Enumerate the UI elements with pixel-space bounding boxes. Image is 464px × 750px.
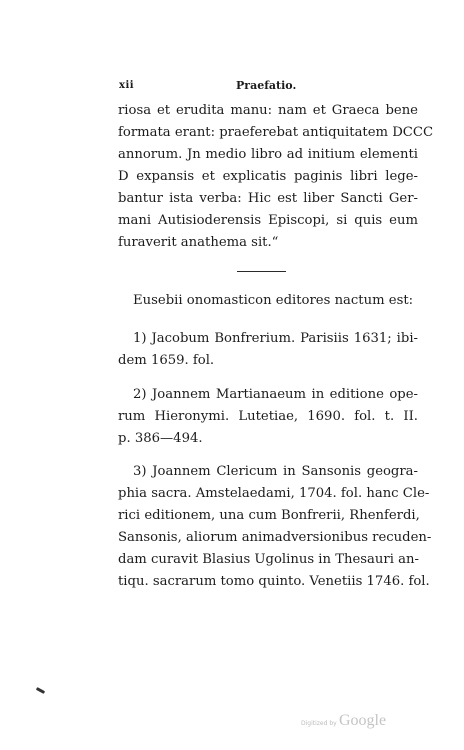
intro-paragraph — [118, 290, 418, 312]
text-line: 2) Joannem Martianaeum in editione ope- — [133, 387, 418, 402]
google-watermark: Google — [339, 712, 387, 729]
entry-1 — [118, 328, 418, 372]
section-divider — [237, 271, 286, 272]
text-line: 3) Joannem Clericum in Sansonis geogra- — [133, 464, 418, 479]
text-line: formata erant: praeferebat antiquitatem DCCC — [118, 125, 434, 140]
text-line: D expansis et explicatis paginis libri lege- — [118, 169, 418, 184]
text-line: dam curavit Blasius Ugolinus in Thesauri an- — [118, 552, 419, 567]
text-line: rici editionem, una cum Bonfrerii, Rhenferdi, — [118, 508, 420, 523]
text-line: p. 386—494. — [118, 431, 203, 446]
quote-paragraph — [118, 100, 434, 254]
text-line: annorum. Jn medio libro ad initium elementi — [118, 147, 418, 162]
digitized-by-label: Digitized by — [301, 720, 337, 727]
intro-line: Eusebii onomasticon editores nactum est: — [133, 293, 414, 308]
text-line: tiqu. sacrarum tomo quinto. Venetiis 1746. fol. — [118, 574, 430, 589]
entry-3 — [118, 461, 432, 593]
text-line: furaverit anathema sit.“ — [118, 235, 279, 250]
text-line: Sansonis, aliorum animadversionibus recuden- — [118, 530, 432, 545]
entry-2 — [118, 384, 418, 450]
text-line: phia sacra. Amstelaedami, 1704. fol. hanc Cle- — [118, 486, 430, 501]
text-line: rum Hieronymi. Lutetiae, 1690. fol. t. II. — [118, 409, 418, 424]
text-line: bantur ista verba: Hic est liber Sancti Ger- — [118, 191, 418, 206]
ink-mark — [36, 687, 45, 694]
running-head: Praefatio. — [236, 79, 297, 92]
page-number: xii — [119, 80, 135, 91]
text-line: dem 1659. fol. — [118, 353, 215, 368]
text-line: 1) Jacobum Bonfrerium. Parisiis 1631; ibi- — [133, 331, 418, 346]
text-line: mani Autisioderensis Episcopi, si quis eum — [118, 213, 418, 228]
text-line: riosa et erudita manu: nam et Graeca bene — [118, 103, 418, 118]
